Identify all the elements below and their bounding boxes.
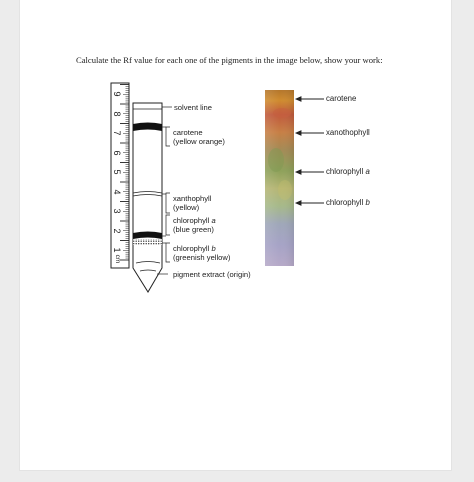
ruler-number: 7: [112, 130, 122, 136]
label-solvent-line: solvent line: [174, 103, 212, 112]
paper-strip: [133, 103, 162, 292]
label-carotene: carotene (yellow orange): [173, 128, 225, 146]
label-xanthophyll: xanthophyll (yellow): [173, 194, 212, 212]
ruler-unit-label: cm: [114, 254, 121, 264]
ruler-number: 2: [112, 228, 122, 234]
photo-label-xanthophyll: xanothophyll: [326, 128, 370, 137]
ruler-number: 5: [112, 169, 122, 175]
ruler-number: 6: [112, 150, 122, 156]
photo-arrows: [296, 97, 324, 205]
document-page: [20, 0, 451, 470]
ruler-number: 4: [112, 189, 122, 195]
ruler-number: 3: [112, 208, 122, 214]
label-chlorophyll-b: chlorophyll b (greenish yellow): [173, 244, 231, 262]
chlorophyll-b-band: [133, 239, 162, 245]
label-origin: pigment extract (origin): [173, 270, 251, 279]
label-chlorophyll-a: chlorophyll a (blue green): [173, 216, 216, 234]
photo-label-chlorophyll-a: chlorophyll a: [326, 167, 370, 176]
ruler-number: 1: [112, 247, 122, 253]
instruction-text: Calculate the Rf value for each one of the pigments in the image below, show your work:: [76, 55, 383, 65]
chromatography-diagram: [20, 0, 451, 470]
photo-label-carotene: carotene: [326, 94, 357, 103]
photo-label-chlorophyll-b: chlorophyll b: [326, 198, 370, 207]
ruler-number: 8: [112, 111, 122, 117]
ruler-number: 9: [112, 91, 122, 97]
chromatogram-photo: [265, 90, 294, 266]
